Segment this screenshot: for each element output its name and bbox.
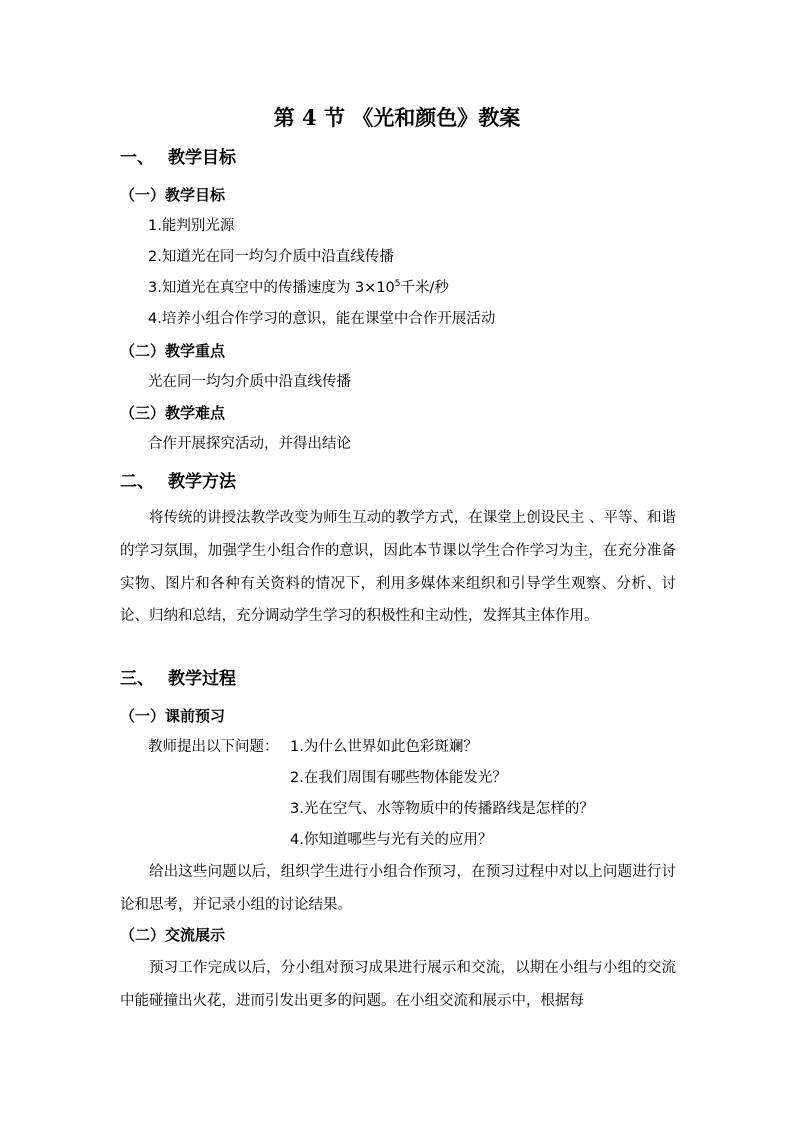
section-2-heading (120, 470, 236, 494)
section-3-number: 三、 (120, 669, 154, 689)
preview-intro: 教师提出以下问题： (148, 739, 279, 755)
key-point-text: 光在同一均匀介质中沿直线传播 (148, 374, 351, 390)
preview-question-2: 2.在我们周围有哪些物体能发光？ (290, 770, 507, 786)
section-2-title: 教学方法 (168, 472, 236, 492)
document-title: 第 4 节 《光和颜色》教案 (273, 105, 521, 130)
objective-item-3 (148, 277, 449, 299)
preview-question-3: 3.光在空气、水等物质中的传播路线是怎样的？ (290, 801, 594, 817)
section-3-title: 教学过程 (168, 669, 236, 689)
section-3-heading (120, 667, 236, 691)
objective-item-3-exponent: 5 (394, 279, 401, 290)
section-1-title: 教学目标 (168, 148, 236, 168)
section-1-number: 一、 (120, 148, 154, 168)
preview-question-1: 1.为什么世界如此色彩斑斓？ (290, 739, 478, 755)
objective-item-1: 1.能判别光源 (148, 218, 235, 234)
section-2-number: 二、 (120, 472, 154, 492)
subsection-3-1-heading: （一）课前预习 (120, 707, 226, 725)
exchange-paragraph: 预习工作完成以后，分小组对预习成果进行展示和交流，以期在小组与小组的交流中能碰撞出火花，进而引发出更多的问题。在小组交流和展示中，根据每 (120, 960, 676, 1009)
method-paragraph: 将传统的讲授法教学改变为师生互动的教学方式，在课堂上创设民主 、平等、和谐的学习氛围，加强学生小组合作的意识，因此本节课以学生合作学习为主，在充分准备实物、图片和各种有关资料的情况下，利用多媒体来组织和引导学生观察、分析、讨论、归纳和总结，充分调动学生学习的积极性和主动性，发挥其主体作用。 (120, 510, 676, 625)
objective-item-3-unit: 千米/秒 (400, 280, 449, 296)
difficulty-text: 合作开展探究活动，并得出结论 (148, 436, 351, 452)
objective-item-2: 2.知道光在同一均匀介质中沿直线传播 (148, 249, 394, 265)
preview-paragraph: 给出这些问题以后，组织学生进行小组合作预习，在预习过程中对以上问题进行讨论和思考，并记录小组的讨论结果。 (120, 864, 676, 913)
section-1-heading (120, 146, 236, 170)
subsection-1-2-heading: （二）教学重点 (120, 342, 226, 360)
objective-item-4: 4.培养小组合作学习的意识，能在课堂中合作开展活动 (148, 311, 496, 327)
objective-item-3-text: 3.知道光在真空中的传播速度为 3×10 (148, 280, 395, 296)
subsection-1-3-heading: （三）教学难点 (120, 404, 226, 422)
subsection-1-1-heading: （一）教学目标 (120, 186, 226, 204)
subsection-3-2-heading: （二）交流展示 (120, 926, 226, 944)
preview-question-4: 4.你知道哪些与光有关的应用？ (290, 832, 493, 848)
